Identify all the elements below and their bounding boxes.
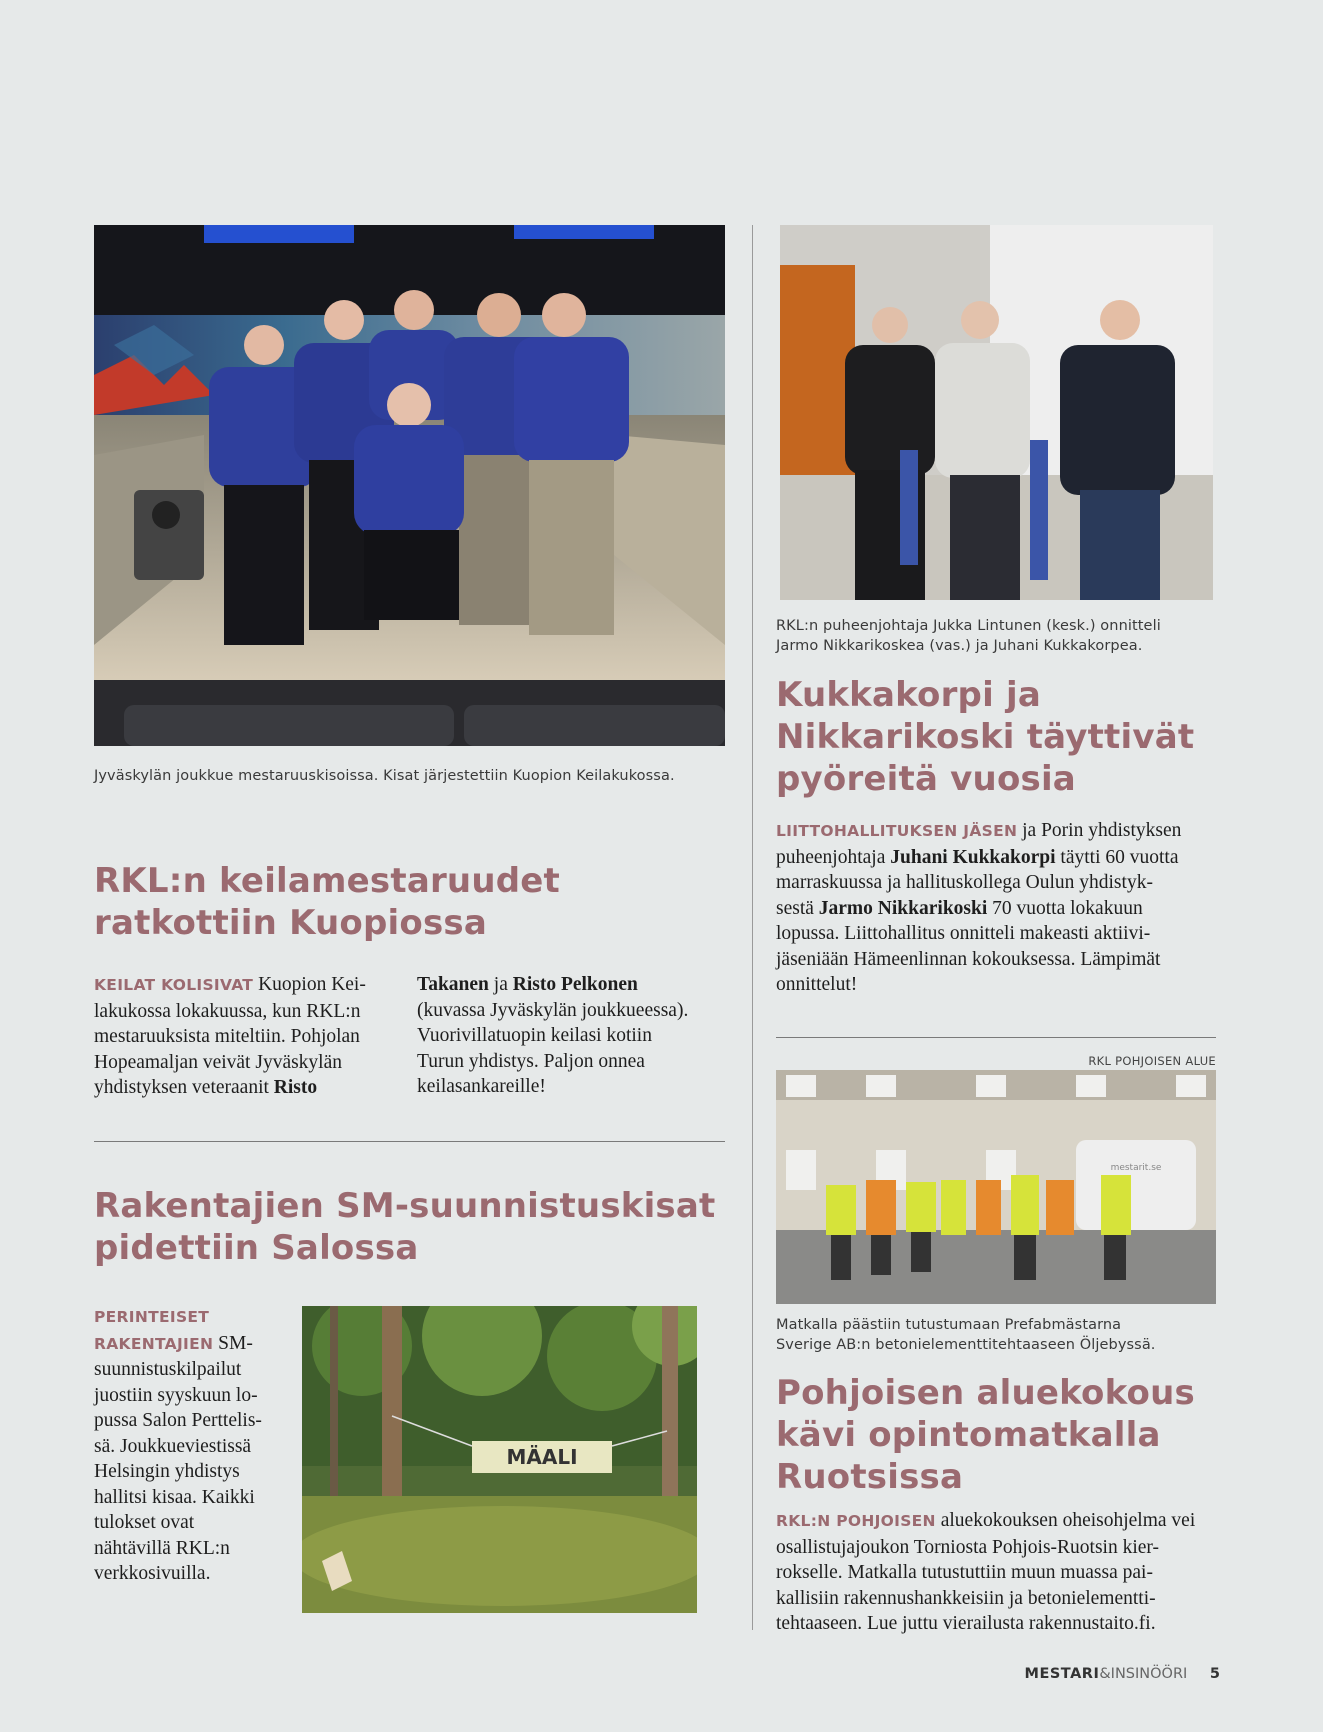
- bowling-col1-l1: Kuopion Kei-: [253, 974, 366, 995]
- factory-caption-l2: Sverige AB:n betonielementtitehtaaseen Öljebyssä.: [776, 1337, 1156, 1353]
- left-section-divider: [94, 1141, 725, 1142]
- finish-banner-text: MÄALI: [506, 1445, 578, 1469]
- bowling-col1-l4: Hopeamaljan veivät Jyväskylän: [94, 1051, 343, 1073]
- birthday-caption-l2: Jarmo Nikkarikoskea (vas.) ja Juhani Kukkakorpea.: [776, 638, 1143, 654]
- bowling-col2-l4: Turun yhdistys. Paljon onnea: [417, 1050, 645, 1072]
- orienteering-l7: Helsingin yhdistys: [94, 1461, 240, 1482]
- bowling-name1: Risto: [273, 1077, 318, 1098]
- birthday-headline-line3: pyöreitä vuosia: [776, 759, 1076, 799]
- orienteering-l8: hallitsi kisaa. Kaikki: [94, 1486, 255, 1508]
- north-lead: RKL:N POHJOISEN: [776, 1512, 936, 1530]
- bowling-scene-illustration: [94, 225, 725, 746]
- orienteering-headline-line1: Rakentajien SM-suunnistuskisat: [94, 1186, 716, 1226]
- page-number: 5: [1209, 1666, 1220, 1682]
- birthday-photo: [780, 225, 1213, 600]
- bowling-photo-caption: Jyväskylän joukkue mestaruuskisoissa. Kisat järjestettiin Kuopion Keilakukossa.: [94, 768, 675, 784]
- birthday-l4-post: 70 vuotta lokakuun: [987, 897, 1143, 919]
- bowling-col1-l3: mestaruuksista miteltiin. Pohjolan: [94, 1026, 360, 1047]
- forest-finish-photo: [302, 1306, 697, 1613]
- bowling-lead: KEILAT KOLISIVAT: [94, 976, 254, 994]
- north-headline: [776, 1372, 1216, 1498]
- bowling-col2-mid: ja: [488, 974, 513, 995]
- footer-brand-light: &INSINÖÖRI: [1099, 1666, 1188, 1682]
- orienteering-l4: juostiin syyskuun lo-: [94, 1384, 258, 1406]
- birthday-l3: marraskuussa ja hallituskollega Oulun yhdistyk-: [776, 872, 1153, 893]
- birthday-l2-post: täytti 60 vuotta: [1055, 846, 1179, 868]
- bowling-col1-l5: yhdistyksen veteraanit: [94, 1077, 274, 1098]
- birthday-lead: LIITTOHALLITUKSEN JÄSEN: [776, 822, 1018, 840]
- orienteering-lead-l1: PERINTEISET: [94, 1308, 210, 1326]
- orienteering-l5: pussa Salon Perttelis-: [94, 1410, 262, 1431]
- north-body: [776, 1508, 1216, 1637]
- orienteering-headline-line2: pidettiin Salossa: [94, 1228, 419, 1268]
- right-section-divider: [776, 1037, 1216, 1038]
- north-headline-line3: Ruotsissa: [776, 1457, 964, 1497]
- orienteering-l11: verkkosivuilla.: [94, 1563, 211, 1584]
- bowling-body-col2: [417, 972, 727, 1100]
- orienteering-l3: suunnistuskilpailut: [94, 1359, 242, 1380]
- birthday-body: [776, 818, 1216, 998]
- birthday-l1-rest: ja Porin yhdistyksen: [1017, 820, 1182, 841]
- factory-photo-caption: [776, 1315, 1216, 1355]
- birthday-name1: Juhani Kukkakorpi: [890, 846, 1056, 868]
- orienteering-l10: nähtävillä RKL:n: [94, 1537, 230, 1559]
- bowling-headline-line2: ratkottiin Kuopiossa: [94, 903, 487, 943]
- orienteering-l6: sä. Joukkueviestissä: [94, 1435, 252, 1457]
- bowling-name3: Risto Pelkonen: [512, 974, 638, 995]
- bowling-team-photo: [94, 225, 725, 746]
- north-headline-line2: kävi opintomatkalla: [776, 1415, 1161, 1455]
- orienteering-headline: [94, 1185, 744, 1269]
- factory-visit-photo: [776, 1070, 1216, 1304]
- birthday-l6: jäseniään Hämeenlinnan kokouksessa. Lämpimät: [776, 948, 1161, 970]
- column-divider: [752, 225, 753, 1630]
- bowling-col1-l2: lakukossa lokakuussa, kun RKL:n: [94, 1000, 361, 1022]
- birthday-name2: Jarmo Nikkarikoski: [818, 897, 988, 919]
- factory-scene-illustration: [776, 1070, 1216, 1304]
- factory-caption-l1: Matkalla päästiin tutustumaan Prefabmästarna: [776, 1317, 1122, 1333]
- forest-scene-illustration: [302, 1306, 697, 1613]
- north-l3: rokselle. Matkalla tutustuttiin muun muassa pai-: [776, 1562, 1153, 1583]
- birthday-l2-pre: puheenjohtaja: [776, 846, 891, 868]
- north-l5: tehtaaseen. Lue juttu vierailusta rakennustaito.fi.: [776, 1613, 1156, 1634]
- footer-brand-bold: MESTARI: [1024, 1666, 1100, 1682]
- bowling-headline: [94, 860, 734, 944]
- birthday-scene-illustration: [780, 225, 1213, 600]
- north-l2: osallistujajoukon Torniosta Pohjois-Ruotsin kier-: [776, 1536, 1160, 1558]
- orienteering-l2-rest: SM-: [213, 1332, 253, 1354]
- north-section-tag: RKL POHJOISEN ALUE: [1088, 1054, 1216, 1068]
- birthday-headline-line2: Nikkarikoski täyttivät: [776, 717, 1195, 757]
- birthday-headline-line1: Kukkakorpi ja: [776, 675, 1041, 715]
- orienteering-l9: tulokset ovat: [94, 1512, 195, 1533]
- people: [845, 300, 1175, 600]
- north-l1-rest: aluekokouksen oheisohjelma vei: [935, 1510, 1196, 1531]
- van-text: mestarit.se: [1110, 1163, 1162, 1173]
- birthday-headline: [776, 674, 1216, 800]
- bowling-col2-l2: (kuvassa Jyväskylän joukkueessa).: [417, 999, 689, 1021]
- bowling-headline-line1: RKL:n keilamestaruudet: [94, 861, 560, 901]
- birthday-l4-pre: sestä: [776, 897, 819, 919]
- north-l4: kallisiin rakennushankkeisiin ja betonielementti-: [776, 1587, 1156, 1609]
- north-headline-line1: Pohjoisen aluekokous: [776, 1373, 1195, 1413]
- birthday-l7: onnittelut!: [776, 974, 858, 995]
- birthday-photo-caption: [776, 616, 1216, 656]
- team-members: [209, 290, 629, 645]
- bowling-name2: Takanen: [417, 974, 489, 995]
- birthday-caption-l1: RKL:n puheenjohtaja Jukka Lintunen (kesk.) onnitteli: [776, 618, 1161, 634]
- birthday-l5: lopussa. Liittohallitus onnitteli makeasti aktiivi-: [776, 923, 1151, 944]
- page-footer: [980, 1666, 1220, 1682]
- bowling-col2-l5: keilasankareille!: [417, 1076, 546, 1097]
- orienteering-lead-l2: RAKENTAJIEN: [94, 1334, 214, 1353]
- bowling-body-col1: [94, 972, 399, 1101]
- orienteering-body: [94, 1305, 294, 1587]
- bowling-col2-l3: Vuorivillatuopin keilasi kotiin: [417, 1025, 652, 1046]
